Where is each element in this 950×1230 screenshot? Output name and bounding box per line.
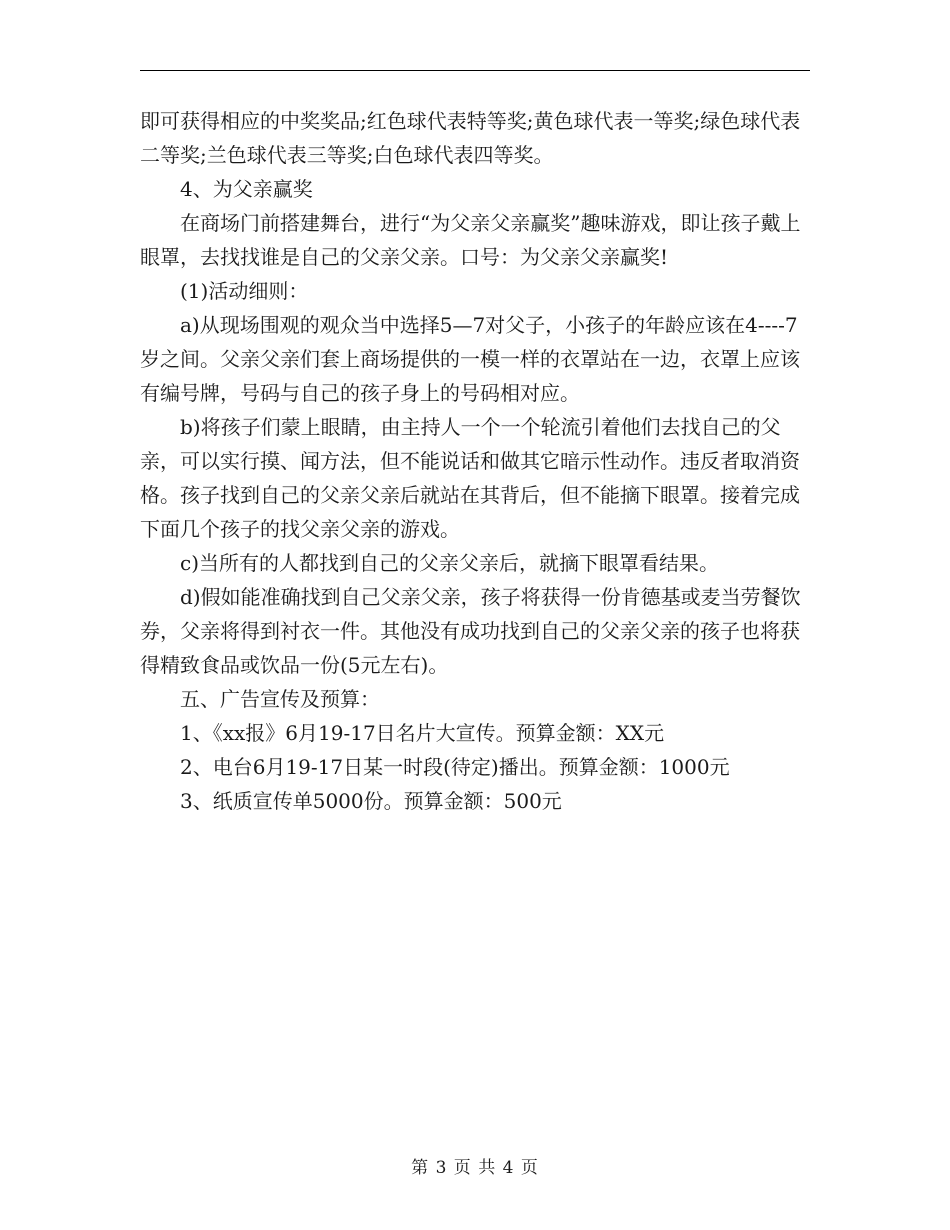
budget-item-flyers: 3、纸质宣传单5000份。预算金额：500元 <box>180 789 562 813</box>
paragraph-rule-d: d)假如能准确找到自己父亲父亲，孩子将获得一份肯德基或麦当劳餐饮券，父亲将得到衬衣一件。其他没有成功找到自己的父亲父亲的孩子也将获得精致食品或饮品一份(5元左右)。 <box>140 585 801 677</box>
document-body <box>140 104 810 818</box>
paragraph-rule-c: c)当所有的人都找到自己的父亲父亲后，就摘下眼罩看结果。 <box>180 551 720 575</box>
heading-ad-budget: 五、广告宣传及预算： <box>180 687 380 711</box>
budget-item-newspaper: 1、《xx报》6月19-17日名片大宣传。预算金额：XX元 <box>180 721 665 745</box>
paragraph-prize-colors: 即可获得相应的中奖奖品;红色球代表特等奖;黄色球代表一等奖;绿色球代表二等奖;兰色球代表三等奖;白色球代表四等奖。 <box>140 109 801 167</box>
heading-win-for-father: 4、为父亲赢奖 <box>180 177 313 201</box>
header-rule <box>140 70 810 71</box>
page-number: 第 3 页 共 4 页 <box>411 1158 539 1178</box>
paragraph-rule-b: b)将孩子们蒙上眼睛，由主持人一个一个轮流引着他们去找自己的父亲，可以实行摸、闻方法，但不能说话和做其它暗示性动作。违反者取消资格。孩子找到自己的父亲父亲后就站在其背后，但不能摘下眼罩。接着完成下面几个孩子的找父亲父亲的游戏。 <box>140 415 800 541</box>
budget-item-radio: 2、电台6月19-17日某一时段(待定)播出。预算金额：1000元 <box>180 755 730 779</box>
heading-activity-rules: (1)活动细则： <box>180 279 309 303</box>
paragraph-game-intro: 在商场门前搭建舞台，进行“为父亲父亲赢奖”趣味游戏，即让孩子戴上眼罩，去找找谁是自己的父亲父亲。口号：为父亲父亲赢奖! <box>140 211 801 269</box>
paragraph-rule-a: a)从现场围观的观众当中选择5—7对父子，小孩子的年龄应该在4----7岁之间。父亲父亲们套上商场提供的一模一样的衣罩站在一边，衣罩上应该有编号牌，号码与自己的孩子身上的号码相对应。 <box>140 313 800 405</box>
